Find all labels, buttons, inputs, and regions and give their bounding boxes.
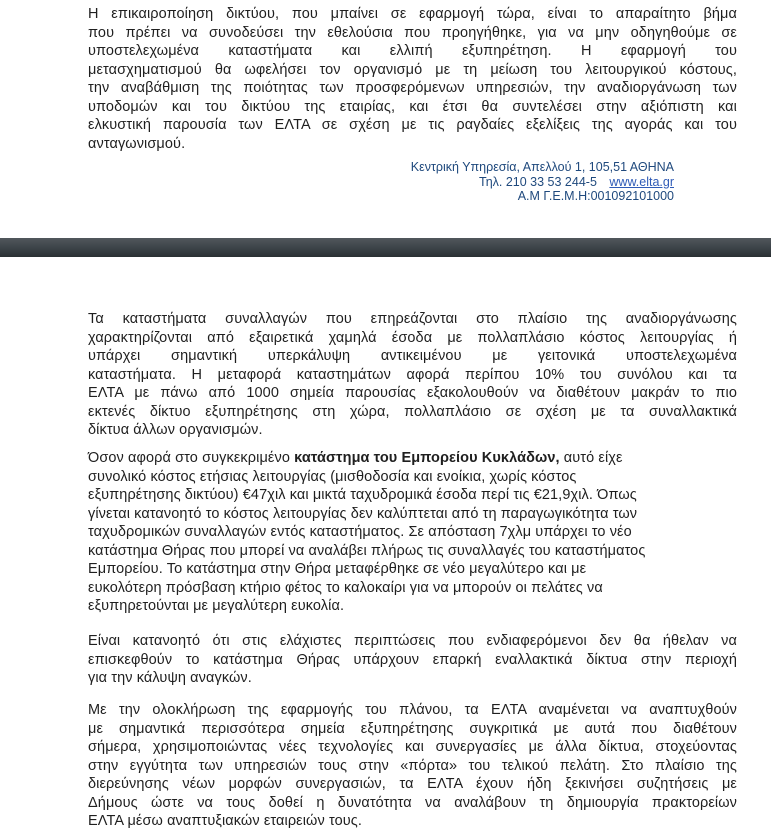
contact-phone-line — [411, 175, 674, 190]
text-line: κατάστημα Θήρας που μπορεί να αναλάβει πλήρως τις συναλλαγές του καταστήματος — [88, 542, 646, 559]
contact-address: Κεντρική Υπηρεσία, Απελλού 1, 105,51 ΑΘΗΝΑ — [410, 160, 674, 174]
text-line: εξυπηρέτησης δικτύου) €47χιλ και μικτά ταχυδρομικά έσοδα περί τις €21,9χιλ. Όπως — [88, 487, 637, 503]
page2-paragraph-3 — [88, 632, 737, 688]
text-line: Η επικαιροποίηση δικτύου, που μπαίνει σε εφαρμογή τώρα, είναι το απαραίτητο βήμα — [88, 6, 737, 22]
text-segment: αυτό είχε — [559, 450, 623, 466]
paragraph-lines — [88, 468, 737, 616]
text-line: ΕΛΤΑ με πάνω από 1000 σημεία παρουσίας εξακολουθούν να διαθέτουν μακράν το πιο — [88, 385, 737, 401]
page2-paragraph-2 — [88, 449, 737, 616]
website-link[interactable]: www.elta.gr — [609, 174, 674, 189]
text-line: με σημαντικά περισσότερα σημεία εξυπηρέτησης συγκριτικά με αυτά που διαθέτουν — [88, 720, 737, 737]
text-line: ταχυδρομικών συναλλαγών εντός καταστήματος. Σε απόσταση 7χλμ υπάρχει το νέο — [88, 524, 632, 540]
text-line: Εμπορείου. Το κατάστημα στην Θήρα μεταφέρθηκε σε νέο μεγαλύτερο και με — [88, 561, 587, 577]
page2-paragraph-4 — [88, 701, 737, 828]
text-line — [88, 449, 737, 468]
text-line: ευκολότερη πρόσβαση κτήριο φέτος το καλοκαίρι για να μπορούν οι πελάτες να — [88, 579, 603, 596]
text-line: για την κάλυψη αναγκών. — [88, 670, 252, 686]
contact-info-block — [411, 160, 674, 204]
text-line: γίνεται κατανοητό το κόστος λειτουργίας δεν καλύπτεται από τη παραγωγικότητα των — [88, 505, 638, 522]
text-line: στην εγγύτητα των υπηρεσιών τους στην «πόρτα» του τελικού πελάτη. Στο πλαίσιο της — [88, 757, 737, 774]
text-line: Με την ολοκλήρωση της εφαρμογής του πλάνου, τα ΕΛΤΑ αναμένεται να αναπτυχθούν — [88, 702, 737, 718]
text-line: ΕΛΤΑ μέσω αναπτυξιακών εταιρειών τους. — [88, 813, 362, 828]
text-line: Τα καταστήματα συναλλαγών που επηρεάζονται στο πλαίσιο της αναδιοργάνωσης — [88, 311, 737, 327]
text-line: Είναι κατανοητό ότι στις ελάχιστες περιπτώσεις που ενδιαφερόμενοι δεν θα ήθελαν να — [88, 633, 737, 649]
bold-text-segment: κατάστημα του Εμπορείου Κυκλάδων, — [294, 450, 560, 466]
text-line: την αναβάθμιση της ποιότητας των προσφερόμενων υπηρεσιών, την αναδιοργάνωση των — [88, 80, 737, 96]
page2-paragraph-1 — [88, 310, 737, 440]
page-separator-bar — [0, 238, 771, 257]
text-line: υπάρχει σημαντική υπερκάλυψη αντικειμένου με γειτονικά υποστελεχωμένα — [88, 348, 737, 364]
page1-paragraph — [88, 5, 737, 153]
contact-registry-number: Α.Μ Γ.Ε.Μ.Η:001092101000 — [517, 189, 674, 203]
text-line: που πρέπει να συνοδεύσει την εθελούσια που προηγήθηκε, για να μην οδηγηθούμε σε — [88, 24, 737, 41]
text-line: μετασχηματισμού θα ωφελήσει τον οργανισμό με τη μείωση του λειτουργικού κόστους, — [88, 61, 737, 78]
text-line: εκτενές δίκτυο εξυπηρέτησης στη χώρα, πολλαπλάσιο σε σχέση με τα συναλλακτικά — [88, 403, 737, 420]
text-line: δίκτυα άλλων οργανισμών. — [88, 422, 263, 438]
text-line: καταστήματα. Η μεταφορά καταστημάτων αφορά περίπου 10% του συνόλου και τα — [88, 366, 737, 383]
text-line: συνολικό κόστος ετήσιας λειτουργίας (μισθοδοσία και ενοίκια, χωρίς κόστος — [88, 468, 577, 485]
text-line: ελκυστική παρουσία των ΕΛΤΑ σε σχέση με τις ραγδαίες εξελίξεις της αγοράς και του — [88, 117, 737, 133]
text-line: εξυπηρετούνται με μεγαλύτερη ευκολία. — [88, 598, 345, 614]
text-line: χαρακτηρίζονται από εξαιρετικά χαμηλά έσοδα με πολλαπλάσιο κόστος λειτουργίας ή — [88, 329, 737, 346]
text-line: υποστελεχωμένα καταστήματα και ελλιπή εξυπηρέτηση. Η εφαρμογή του — [88, 43, 737, 59]
contact-phone: Τηλ. 210 33 53 244-5 — [478, 174, 597, 189]
text-line: διερεύνησης νέων μορφών συνεργασιών, τα ΕΛΤΑ έχουν ήδη ξεκινήσει συζητήσεις με — [88, 776, 737, 792]
text-line: ανταγωνισμού. — [88, 135, 186, 152]
text-line: Δήμους ώστε να τους δοθεί η δυνατότητα να αναλάβουν τη δημιουργία πρακτορείων — [88, 794, 737, 811]
text-segment: Όσον αφορά στο συγκεκριμένο — [88, 450, 295, 466]
text-line: υποδομών και του δικτύου της εταιρίας, και έτσι θα συντελέσει στην αξιόπιστη και — [88, 98, 737, 115]
text-line: σήμερα, χρησιμοποιώντας νέες τεχνολογίες και συνεργασίες με άλλα δίκτυα, στοχεύοντας — [88, 739, 737, 755]
text-line: επισκεφθούν το κατάστημα Θήρας υπάρχουν επαρκή εναλλακτικά δίκτυα στην περιοχή — [88, 651, 737, 668]
